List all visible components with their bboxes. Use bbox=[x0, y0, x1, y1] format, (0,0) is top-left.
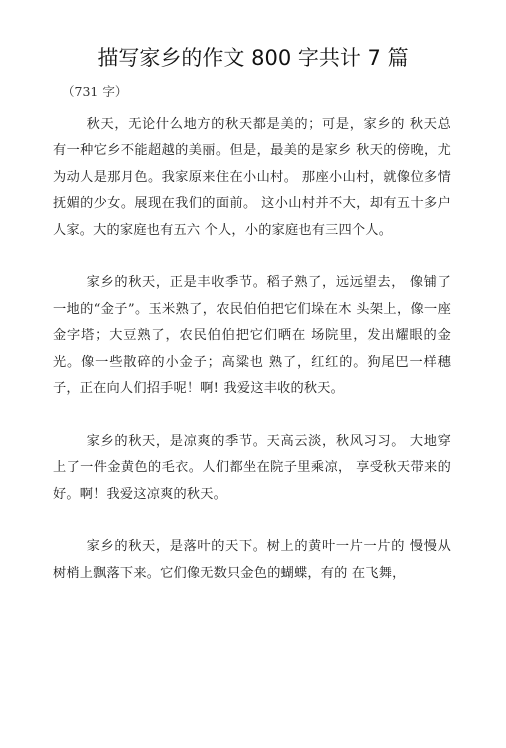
document-title: 描写家乡的作文 800 字共计 7 篇 bbox=[97, 46, 409, 70]
paragraph: 秋天，无论什么地方的秋天都是美的；可是，家乡的 秋天总有一种它乡不能超越的美丽。但是，最美的是家乡 秋天的傍晚，尤为动人是那月色。我家原来住在小山村。 那座小山村，就像位多情抚媚的少女。展现在我们的面前。 这小山村并不大，却有五十多户人家。大的家庭也有五六 个人，小的家庭也有三四个人。 bbox=[53, 117, 451, 238]
essay-body bbox=[53, 112, 451, 587]
word-count: （731 字） bbox=[62, 84, 128, 99]
paragraph: 家乡的秋天，是落叶的天下。树上的黄叶一片一片的 慢慢从树梢上飘落下来。它们像无数只金色的蝴蝶，有的 在飞舞， bbox=[53, 539, 451, 581]
paragraph: 家乡的秋天，正是丰收季节。稻子熟了，远远望去， 像铺了一地的“金子”。玉米熟了，农民伯伯把它们垛在木 头架上，像一座金字塔；大豆熟了，农民伯伯把它们晒在 场院里，发出耀眼的金光。像一些散碎的小金子；高粱也 熟了，红红的。狗尾巴一样穗子，正在向人们招手呢！啊! 我爱这丰收的秋天。 bbox=[53, 275, 451, 397]
paragraph: 家乡的秋天，是凉爽的季节。天高云淡，秋风习习。 大地穿上了一件金黄色的毛衣。人们都坐在院子里乘凉， 享受秋天带来的好。啊！我爱这凉爽的秋天。 bbox=[53, 433, 451, 502]
